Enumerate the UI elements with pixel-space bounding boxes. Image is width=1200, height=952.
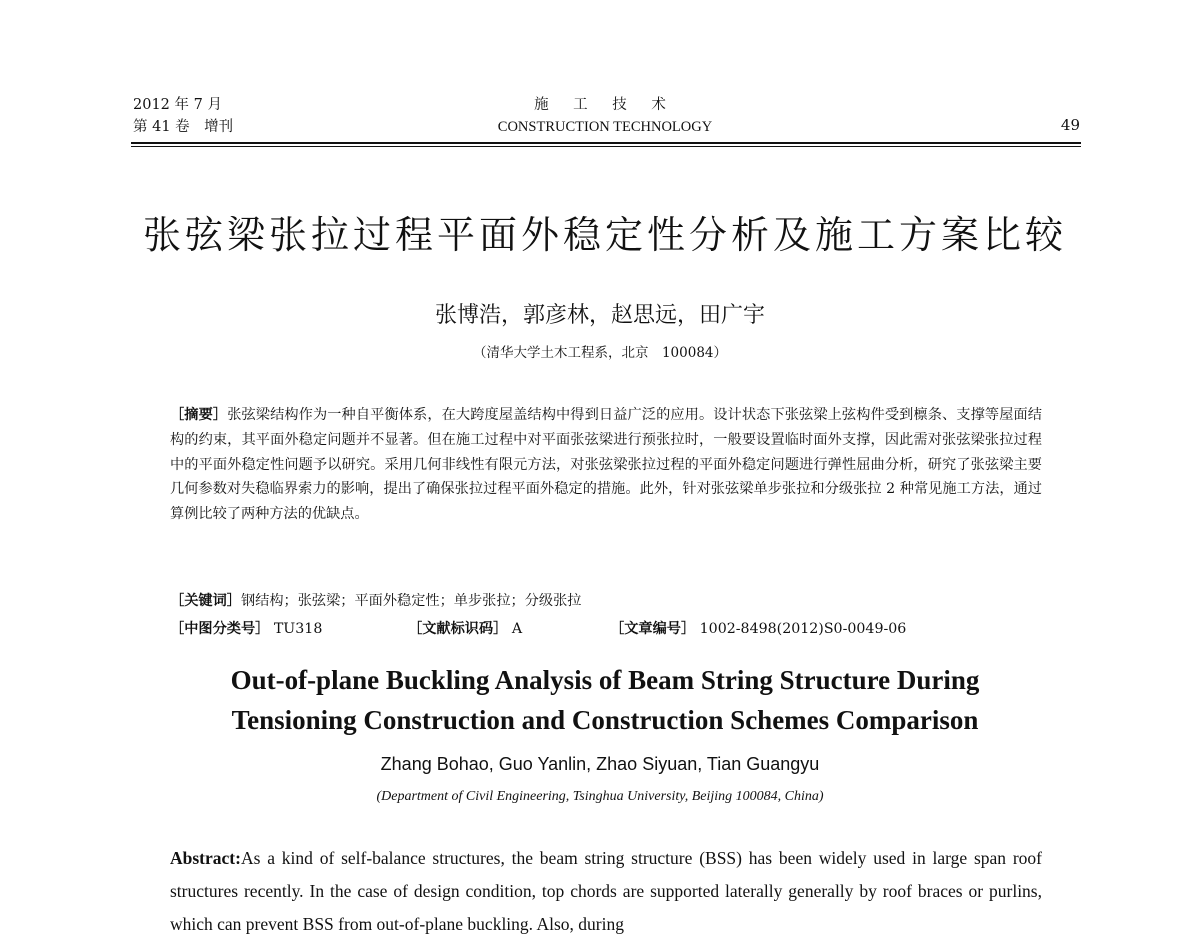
paper-title-zh: 张弦梁张拉过程平面外稳定性分析及施工方案比较 (142, 213, 1067, 257)
journal-issue-info (133, 94, 233, 138)
abstract-en-label: Abstract: (170, 848, 241, 868)
abstract-zh-text: 张弦梁结构作为一种自平衡体系，在大跨度屋盖结构中得到日益广泛的应用。设计状态下张弦梁上弦构件受到檩条、支撑等屋面结构的约束，其平面外稳定问题并不显著。但在施工过程中对平面张弦梁进行预张拉时，一般要设置临时面外支撑，因此需对张弦梁张拉过程中的平面外稳定性问题予以研究。采用几何非线性有限元方法，对张弦梁张拉过程的平面外稳定问题进行弹性屈曲分析，研究了张弦梁主要几何参数对失稳临界索力的影响，提出了确保张拉过程平面外稳定的措施。此外，针对张弦梁单步张拉和分级张拉 2 种常见施工方法，通过算例比较了两种方法的优缺点。 (170, 407, 1042, 523)
keywords-zh (170, 590, 581, 610)
article-label: ［文章编号］ (610, 621, 696, 637)
article-number (610, 618, 906, 638)
header-rule-thick (131, 142, 1081, 144)
journal-name-en: CONSTRUCTION TECHNOLOGY (497, 119, 713, 135)
keywords-text: 钢结构；张弦梁；平面外稳定性；单步张拉；分级张拉 (240, 593, 582, 609)
clc-number (170, 618, 322, 638)
issue-date: 2012 年 7 月 (133, 97, 222, 113)
journal-name-zh: 施 工 技 术 (534, 97, 676, 113)
page-number: 49 (1060, 116, 1080, 134)
paper-title-en (120, 660, 1090, 740)
header-rule-thin (131, 146, 1081, 147)
title-en-line2: Tensioning Construction and Construction Schemes Comparison (231, 705, 979, 735)
issue-volume: 第 41 卷 增刊 (133, 119, 234, 135)
abstract-en-text: As a kind of self-balance structures, the beam string structure (BSS) has been widely used in large span roof structures recently. In the case of design condition, top chords are supported laterally generally by roof braces or purlins, which can prevent BSS from out-of-plane buckling. Also, during (170, 848, 1042, 934)
document-code (408, 618, 522, 638)
affiliation-zh: （清华大学土木工程系，北京 100084） (472, 345, 728, 361)
affiliation-en: (Department of Civil Engineering, Tsinghua University, Beijing 100084, China) (376, 789, 824, 804)
classification-row (170, 618, 1042, 640)
doc-label: ［文献标识码］ (408, 621, 508, 637)
clc-label: ［中图分类号］ (170, 621, 270, 637)
abstract-en (170, 842, 1042, 941)
abstract-zh (170, 403, 1042, 527)
abstract-zh-label: ［摘要］ (170, 407, 228, 423)
clc-value: TU318 (273, 621, 323, 637)
keywords-label: ［关键词］ (170, 593, 241, 609)
doc-value: A (511, 621, 523, 637)
journal-name (440, 94, 770, 138)
authors-en: Zhang Bohao, Guo Yanlin, Zhao Siyuan, Tian Guangyu (380, 754, 820, 774)
article-value: 1002-8498(2012)S0-0049-06 (699, 621, 907, 637)
authors-zh: 张博浩，郭彦林，赵思远，田广宇 (434, 303, 765, 328)
title-en-line1: Out-of-plane Buckling Analysis of Beam String Structure During (230, 665, 980, 695)
